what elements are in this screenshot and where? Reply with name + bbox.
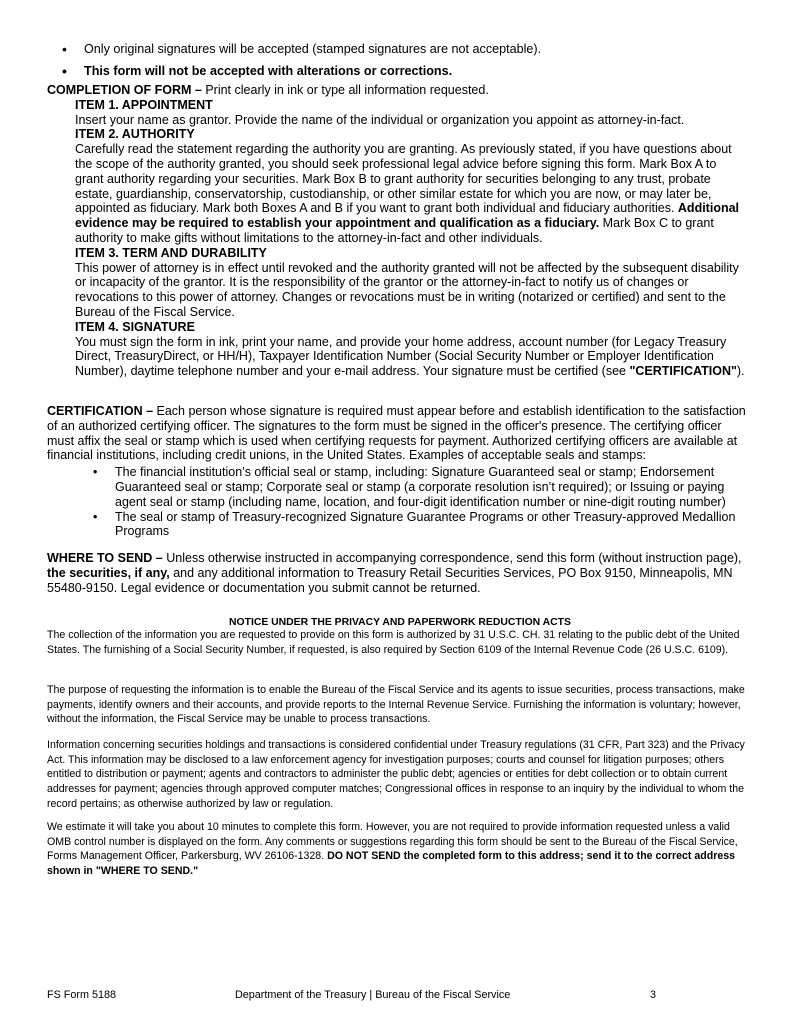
certification-bullets xyxy=(93,465,747,539)
footer-page-number: 3 xyxy=(650,989,657,1001)
cert-bullet-financial-institution: • The financial institution’s official seal or stamp, including: Signature Guaranteed seal or stamp; Endorsement Guaranteed seal or stamp; Corporate seal or stamp (a corporate resolution isn’t required); or Issuing or paying agent seal or stamp (including name, location, and four-digit identification number or nine-digit routing number) xyxy=(93,465,747,509)
where-heading: WHERE TO SEND – xyxy=(47,551,163,565)
notice-paragraph-1: The collection of the information you are requested to provide on this form is authorized by 31 U.S.C. CH. 31 relating to the public debt of the United States. The furnishing of a Social Security Number, if requested, is also required by Section 6109 of the Internal Revenue Code (26 U.S.C. 6109). xyxy=(47,629,740,656)
item-2-bold: Additional evidence may be required to establish your appointment and qualification as a fiduciary. xyxy=(75,201,740,231)
item-4 xyxy=(75,320,747,379)
bullet-original-signatures: • Only original signatures will be accepted (stamped signatures are not acceptable). xyxy=(62,41,541,63)
completion-section xyxy=(47,83,747,379)
where-to-send-section xyxy=(47,551,747,595)
notice-p4-text: We estimate it will take you about 10 minutes to complete this form. However, you are not required to provide information requested unless a valid OMB control number is displayed on the form. Any comments or suggestions regarding this form should be sent to the Bureau of the Fiscal Service, Forms Management Officer, Parkersburg, WV 26106-1328. xyxy=(47,821,738,863)
certification-text: Each person whose signature is required must appear before and establish identification to the satisfaction of an authorized certifying officer. The signatures to the form must be signed in the officer's presence. The certifying officer must affix the seal or stamp which is used when certifying requests for payment. Authorized certifying officers are available at financial institutions, including credit unions, in the United States. Examples of acceptable seals and stamps: xyxy=(47,404,746,463)
item-2-title: ITEM 2. AUTHORITY xyxy=(75,127,195,142)
item-4-end: ). xyxy=(736,364,745,379)
bullet-no-alterations: • This form will not be accepted with alterations or corrections. xyxy=(62,63,541,85)
item-3-title: ITEM 3. TERM AND DURABILITY xyxy=(75,245,267,260)
completion-heading: COMPLETION OF FORM – xyxy=(47,83,202,97)
notice-paragraph-2: The purpose of requesting the information is to enable the Bureau of the Fiscal Service and its agents to issue securities, process transactions, make payments, identify owners and their accounts, and provide reports to the Internal Revenue Service. Furnishing the information is voluntary; however, without the information, the Fiscal Service may be unable to process transactions. xyxy=(47,684,745,726)
item-2-text xyxy=(75,142,747,246)
item-4-bold: "CERTIFICATION" xyxy=(629,364,737,379)
top-bullet-list xyxy=(62,41,541,85)
completion-text: Print clearly in ink or type all information requested. xyxy=(201,83,489,97)
footer-department: Department of the Treasury | Bureau of the Fiscal Service xyxy=(235,989,511,1001)
cert-bullet-treasury-programs: • The seal or stamp of Treasury-recognized Signature Guarantee Programs or other Treasury-approved Medallion Programs xyxy=(93,510,747,540)
item-1 xyxy=(75,98,747,128)
where-text-a: Unless otherwise instructed in accompanying correspondence, send this form (without instruction page), xyxy=(162,551,742,565)
notice-paragraph-3: Information concerning securities holdings and transactions is considered confidential under Treasury regulations (31 CFR, Part 323) and the Privacy Act. This information may be disclosed to a law enforcement agency for investigation purposes; courts and counsel for litigation purposes; others entitled to distribution or payment; agents and contractors to administer the public debt; agencies or entities for debt collection or to obtain current addresses for payment; agencies through approved computer matches; Congressional offices in response to an inquiry by the individual to whom the record pertains; as otherwise authorized by law or regulation. xyxy=(47,739,745,810)
certification-section xyxy=(47,404,747,539)
item-2 xyxy=(75,127,747,245)
item-1-text: Insert your name as grantor. Provide the name of the individual or organization you appoint as attorney-in-fact. xyxy=(75,112,685,127)
item-4-title: ITEM 4. SIGNATURE xyxy=(75,319,195,334)
certification-heading: CERTIFICATION – xyxy=(47,404,154,418)
where-bold: the securities, if any, xyxy=(47,565,170,580)
certification-intro xyxy=(47,404,747,463)
where-text-b: and any additional information to Treasury Retail Securities Services, PO Box 9150, Minneapolis, MN 55480-9150. Legal evidence or documentation you submit cannot be returned. xyxy=(47,565,733,595)
item-2-text-a: Carefully read the statement regarding the authority you are granting. As previously stated, if you have questions about the scope of the authority granted, you should seek professional legal advice before signing this form. Mark Box A to grant authority regarding your securities. Mark Box B to grant authority for securities belonging to any trust, probate estate, guardianship, conservatorship, custodianship, or other similar estate for which you are now, or may later be, appointed as fiduciary. Mark both Boxes A and B if you want to grant both individual and fiduciary authorities. xyxy=(75,142,732,216)
footer-form-number: FS Form 5188 xyxy=(47,989,117,1001)
item-2-text-b: Mark Box C to grant authority to make gifts without limitations to the attorney-in-fact and other individuals. xyxy=(75,216,714,245)
completion-intro xyxy=(47,83,747,98)
notice-p4-bold: DO NOT SEND the completed form to this address; send it to the correct address shown in "WHERE TO SEND." xyxy=(47,850,736,878)
item-3-text: This power of attorney is in effect until revoked and the authority granted will not be affected by the subsequent disability or incapacity of the grantor. It is the responsibility of the grantor or the attorney-in-fact to notify us of changes or revocations to this power of attorney. Changes or revocations must be in writing (notarized or certified) and sent to the Bureau of the Fiscal Service. xyxy=(75,260,739,319)
notice-title: NOTICE UNDER THE PRIVACY AND PAPERWORK REDUCTION ACTS xyxy=(229,617,571,628)
notice-paragraph-4 xyxy=(47,820,752,879)
item-4-text-a: You must sign the form in ink, print your name, and provide your home address, account number (for Legacy Treasury Direct, TreasuryDirect, or HH/H), Taxpayer Identification Number (Social Security Number or Employer Identification Number), daytime telephone number and your e-mail address. Your signature must be certified (see xyxy=(75,334,727,379)
item-4-text xyxy=(75,335,747,379)
item-1-title: ITEM 1. APPOINTMENT xyxy=(75,97,213,112)
item-3 xyxy=(75,246,747,320)
